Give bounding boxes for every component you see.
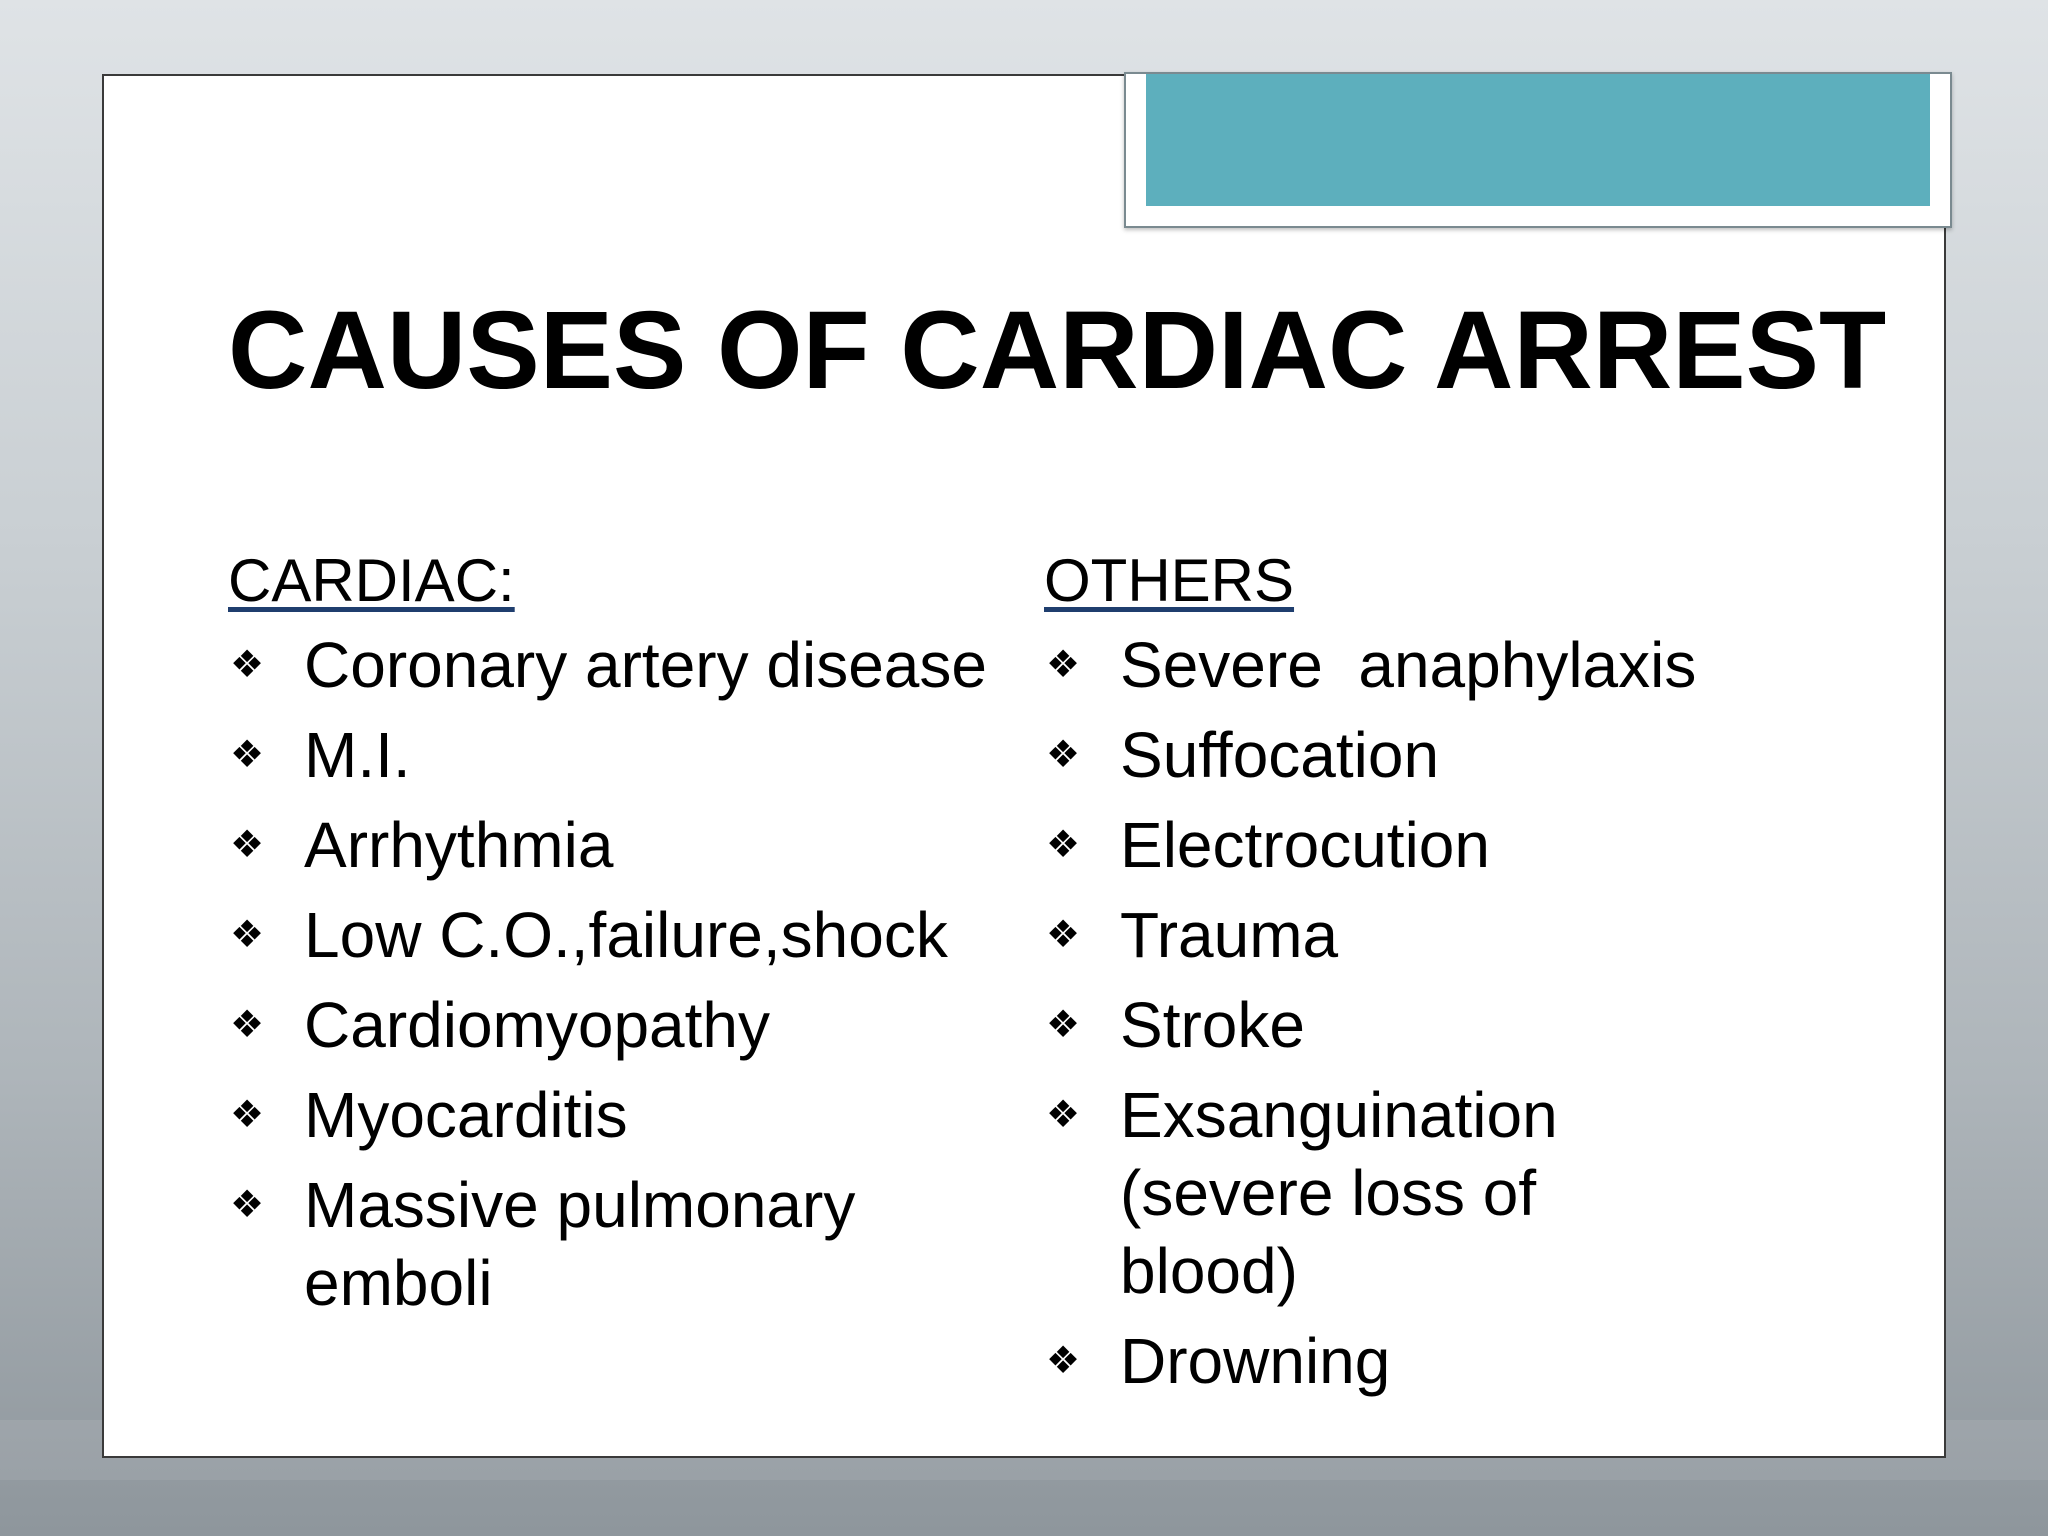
other-causes-column (1044, 536, 1844, 1412)
list-item-text: Exsanguination (severe loss of blood) (1120, 1079, 1558, 1307)
diamond-bullet-icon: ❖ (230, 914, 265, 956)
list-item-text: Myocarditis (304, 1079, 628, 1151)
diamond-bullet-icon: ❖ (1046, 1094, 1081, 1136)
list-item-text: Massive pulmonary emboli (304, 1169, 856, 1319)
list-item-text: Drowning (1120, 1325, 1391, 1397)
cardiac-heading: CARDIAC: (228, 547, 515, 614)
list-item-text: M.I. (304, 719, 411, 791)
title-accent-frame (1124, 72, 1952, 228)
list-item (228, 986, 1028, 1064)
diamond-bullet-icon: ❖ (1046, 1340, 1081, 1382)
diamond-bullet-icon: ❖ (230, 734, 265, 776)
list-item (1044, 1076, 1844, 1310)
diamond-bullet-icon: ❖ (1046, 1004, 1081, 1046)
list-item (228, 626, 1028, 704)
list-item-text: Trauma (1120, 899, 1339, 971)
list-item-text: Severe anaphylaxis (1120, 629, 1697, 701)
slide-title: CAUSES OF CARDIAC ARREST (228, 289, 1887, 412)
list-item-text: Low C.O.,failure,shock (304, 899, 948, 971)
list-item (1044, 986, 1844, 1064)
diamond-bullet-icon: ❖ (230, 824, 265, 866)
diamond-bullet-icon: ❖ (230, 1004, 265, 1046)
list-item (228, 1166, 1028, 1322)
list-item (1044, 896, 1844, 974)
list-item (228, 716, 1028, 794)
list-item-text: Cardiomyopathy (304, 989, 770, 1061)
diamond-bullet-icon: ❖ (230, 1184, 265, 1226)
list-item-text: Arrhythmia (304, 809, 614, 881)
list-item (228, 896, 1028, 974)
cardiac-causes-list (228, 626, 1028, 1322)
diamond-bullet-icon: ❖ (230, 1094, 265, 1136)
diamond-bullet-icon: ❖ (1046, 644, 1081, 686)
title-accent-bar (1146, 74, 1930, 206)
list-item-text: Coronary artery disease (304, 629, 987, 701)
diamond-bullet-icon: ❖ (1046, 824, 1081, 866)
diamond-bullet-icon: ❖ (1046, 734, 1081, 776)
list-item (1044, 806, 1844, 884)
list-item (1044, 716, 1844, 794)
diamond-bullet-icon: ❖ (230, 644, 265, 686)
list-item (1044, 1322, 1844, 1400)
list-item-text: Stroke (1120, 989, 1305, 1061)
cardiac-causes-column (228, 536, 1028, 1334)
list-item-text: Electrocution (1120, 809, 1490, 881)
slide-panel (102, 74, 1946, 1458)
other-causes-list (1044, 626, 1844, 1400)
others-heading: OTHERS (1044, 547, 1295, 614)
diamond-bullet-icon: ❖ (1046, 914, 1081, 956)
list-item (228, 806, 1028, 884)
list-item (1044, 626, 1844, 704)
list-item-text: Suffocation (1120, 719, 1440, 791)
list-item (228, 1076, 1028, 1154)
